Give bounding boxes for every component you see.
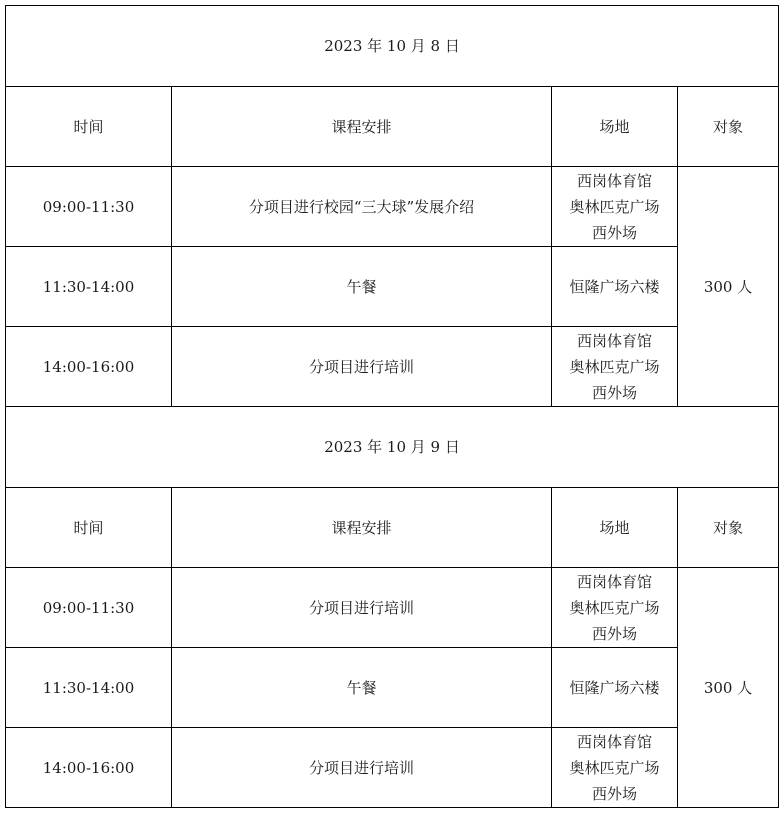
table-row — [6, 247, 779, 327]
header-venue: 场地 — [552, 87, 678, 167]
day-date: 2023 年 10 月 9 日 — [6, 407, 779, 488]
table-row — [6, 167, 779, 247]
venue-line: 西外场 — [591, 383, 637, 402]
day-date: 2023 年 10 月 8 日 — [6, 6, 779, 87]
table-row — [6, 568, 779, 648]
venue-line: 西外场 — [591, 784, 637, 803]
venue-line: 西岗体育馆 — [576, 572, 652, 591]
header-course: 课程安排 — [172, 87, 552, 167]
time-cell: 09:00-11:30 — [6, 568, 172, 648]
venue-cell — [552, 648, 678, 728]
course-cell: 分项目进行培训 — [172, 568, 552, 648]
venue-line: 西外场 — [591, 624, 637, 643]
venue-line: 西岗体育馆 — [576, 732, 652, 751]
course-cell: 午餐 — [172, 648, 552, 728]
venue-cell — [552, 247, 678, 327]
table-row — [6, 728, 779, 808]
venue-cell — [552, 327, 678, 407]
venue-line: 奥林匹克广场 — [569, 197, 660, 216]
table-row — [6, 648, 779, 728]
venue-line: 恒隆广场六楼 — [569, 277, 660, 296]
course-cell: 分项目进行培训 — [172, 327, 552, 407]
header-target: 对象 — [678, 488, 779, 568]
day-date-row — [6, 407, 779, 488]
header-time: 时间 — [6, 488, 172, 568]
course-cell: 午餐 — [172, 247, 552, 327]
venue-line: 西岗体育馆 — [576, 331, 652, 350]
venue-line: 奥林匹克广场 — [569, 758, 660, 777]
venue-line: 西外场 — [591, 223, 637, 242]
venue-cell — [552, 167, 678, 247]
venue-line: 奥林匹克广场 — [569, 357, 660, 376]
venue-line: 奥林匹克广场 — [569, 598, 660, 617]
course-cell: 分项目进行培训 — [172, 728, 552, 808]
venue-line: 西岗体育馆 — [576, 171, 652, 190]
venue-cell — [552, 568, 678, 648]
time-cell: 11:30-14:00 — [6, 648, 172, 728]
time-cell: 11:30-14:00 — [6, 247, 172, 327]
header-time: 时间 — [6, 87, 172, 167]
header-target: 对象 — [678, 87, 779, 167]
table-row — [6, 327, 779, 407]
time-cell: 14:00-16:00 — [6, 327, 172, 407]
venue-line: 恒隆广场六楼 — [569, 678, 660, 697]
time-cell: 09:00-11:30 — [6, 167, 172, 247]
time-cell: 14:00-16:00 — [6, 728, 172, 808]
header-venue: 场地 — [552, 488, 678, 568]
audience-cell: 300 人 — [678, 568, 779, 808]
header-row — [6, 488, 779, 568]
header-course: 课程安排 — [172, 488, 552, 568]
schedule-table — [5, 5, 779, 808]
audience-cell: 300 人 — [678, 167, 779, 407]
course-cell: 分项目进行校园“三大球”发展介绍 — [172, 167, 552, 247]
day-date-row — [6, 6, 779, 87]
venue-cell — [552, 728, 678, 808]
header-row — [6, 87, 779, 167]
